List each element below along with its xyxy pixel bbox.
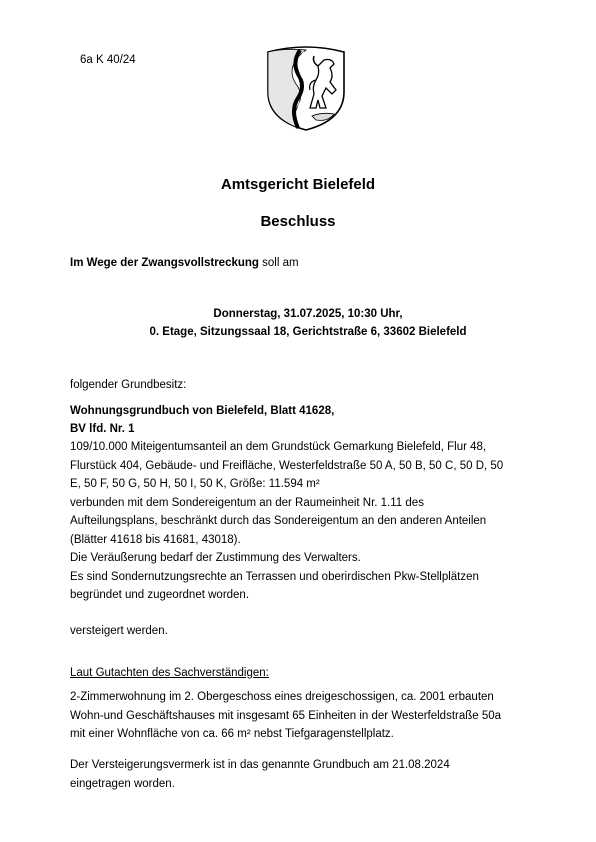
description-line: Aufteilungsplans, beschränkt durch das Sondereigentum an den anderen Anteilen — [70, 515, 487, 527]
description-line: begründet und zugeordnet worden. — [70, 589, 250, 601]
auction-location: 0. Etage, Sitzungssaal 18, Gerichtstraße 6, 33602 Bielefeld — [149, 326, 467, 338]
auction-date: Donnerstag, 31.07.2025, 10:30 Uhr, — [213, 308, 403, 320]
description-line: Es sind Sondernutzungsrechte an Terrassen und oberirdischen Pkw-Stellplätzen — [70, 570, 479, 583]
property-description — [70, 438, 503, 605]
intro-bold: Im Wege der Zwangsvollstreckung — [70, 257, 259, 269]
property-intro: folgender Grundbesitz: — [70, 379, 187, 391]
intro-text — [70, 254, 299, 273]
vermerk-text — [70, 756, 450, 793]
description-line: Die Veräußerung bedarf der Zustimmung des Verwalters. — [70, 552, 361, 564]
intro-rest: soll am — [258, 257, 299, 269]
document-type: Beschluss — [260, 213, 336, 230]
description-line: E, 50 F, 50 G, 50 H, 50 I, 50 K, Größe: 11.594 m² — [70, 478, 320, 490]
grundbuch-title: Wohnungsgrundbuch von Bielefeld, Blatt 41628, — [70, 405, 335, 417]
gutachten-line: Wohn-und Geschäftshauses mit insgesamt 65 Einheiten in der Westerfeldstraße 50a — [70, 709, 502, 722]
coat-of-arms-logo — [260, 46, 352, 132]
description-line: (Blätter 41618 bis 41681, 43018). — [70, 533, 241, 546]
gutachten-text — [70, 688, 501, 744]
description-line: verbunden mit dem Sondereigentum an der Raumeinheit Nr. 1.11 des — [70, 496, 424, 509]
gutachten-heading: Laut Gutachten des Sachverständigen: — [70, 667, 269, 679]
bv-number: BV lfd. Nr. 1 — [70, 423, 135, 435]
court-name: Amtsgericht Bielefeld — [220, 176, 376, 193]
case-number: 6a K 40/24 — [80, 54, 136, 66]
description-line: Flurstück 404, Gebäude- und Freifläche, Westerfeldstraße 50 A, 50 B, 50 C, 50 D, 50 — [70, 459, 504, 472]
vermerk-line: Der Versteigerungsvermerk ist in das genannte Grundbuch am 21.08.2024 — [70, 759, 450, 771]
gutachten-line: 2-Zimmerwohnung im 2. Obergeschoss eines dreigeschossigen, ca. 2001 erbauten — [70, 691, 494, 703]
auction-text: versteigert werden. — [70, 625, 168, 637]
vermerk-line: eingetragen worden. — [70, 777, 175, 790]
gutachten-line: mit einer Wohnfläche von ca. 66 m² nebst Tiefgaragenstellplatz. — [70, 728, 394, 740]
description-line: 109/10.000 Miteigentumsanteil an dem Grundstück Gemarkung Bielefeld, Flur 48, — [70, 441, 487, 453]
